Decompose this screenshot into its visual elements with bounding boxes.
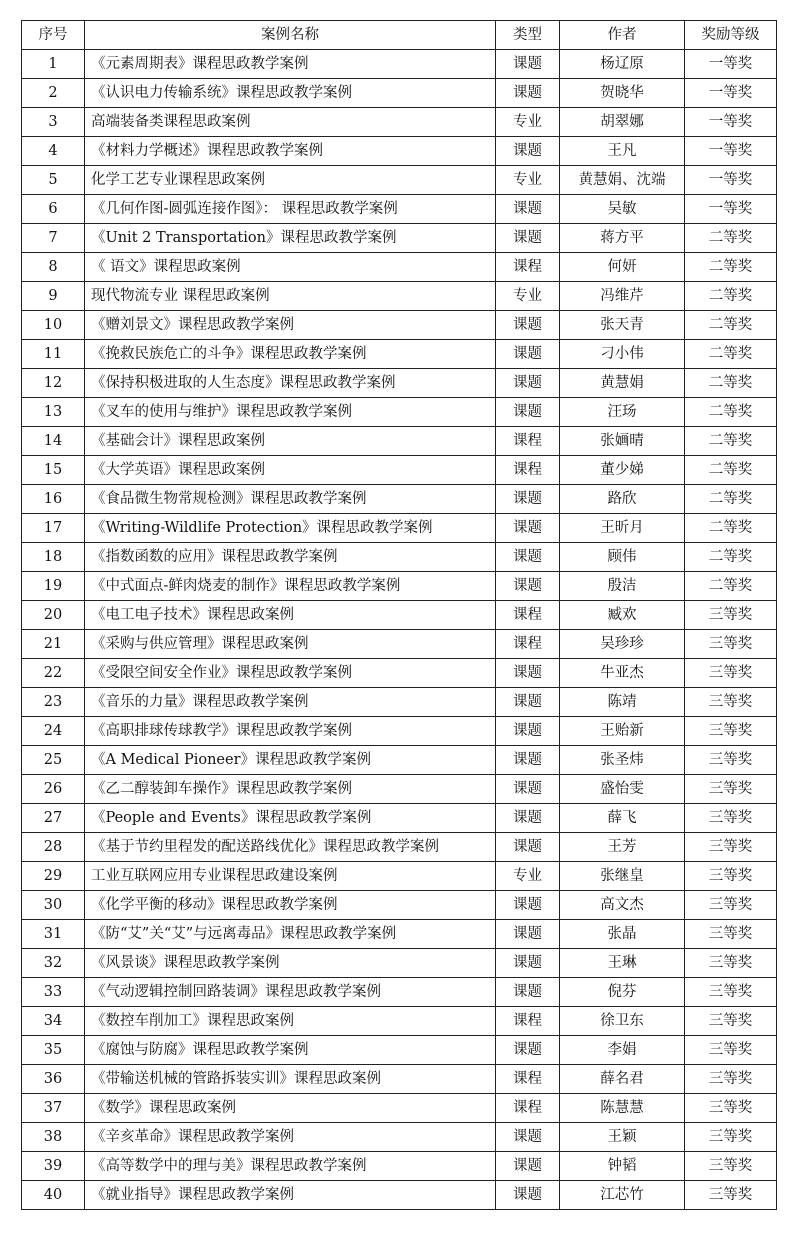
- cell-case-name: 工业互联网应用专业课程思政建设案例: [85, 862, 496, 891]
- cell-author: 冯维芹: [560, 282, 685, 311]
- cell-case-name: 《数控车削加工》课程思政案例: [85, 1007, 496, 1036]
- cell-case-name: 《叉车的使用与维护》课程思政教学案例: [85, 398, 496, 427]
- cell-type: 课题: [496, 485, 560, 514]
- cell-type: 课题: [496, 804, 560, 833]
- cell-award-level: 三等奖: [685, 717, 777, 746]
- cell-award-level: 三等奖: [685, 688, 777, 717]
- cell-award-level: 三等奖: [685, 949, 777, 978]
- cell-type: 专业: [496, 282, 560, 311]
- table-row: [22, 746, 777, 775]
- cell-case-name: 《元素周期表》课程思政教学案例: [85, 50, 496, 79]
- cell-award-level: 二等奖: [685, 427, 777, 456]
- cell-award-level: 一等奖: [685, 195, 777, 224]
- cell-type: 课题: [496, 949, 560, 978]
- cell-type: 课题: [496, 543, 560, 572]
- cell-type: 课题: [496, 833, 560, 862]
- cell-award-level: 三等奖: [685, 920, 777, 949]
- cell-index: 40: [22, 1181, 85, 1210]
- cell-type: 课程: [496, 630, 560, 659]
- cell-type: 课题: [496, 978, 560, 1007]
- cell-case-name: 《乙二醇装卸车操作》课程思政教学案例: [85, 775, 496, 804]
- cell-type: 课题: [496, 311, 560, 340]
- cell-index: 38: [22, 1123, 85, 1152]
- cell-author: 胡翠娜: [560, 108, 685, 137]
- cell-case-name: 《食品微生物常规检测》课程思政教学案例: [85, 485, 496, 514]
- table-row: [22, 427, 777, 456]
- table-row: [22, 282, 777, 311]
- table-row: [22, 601, 777, 630]
- cell-case-name: 《 语文》课程思政案例: [85, 253, 496, 282]
- cell-award-level: 三等奖: [685, 1123, 777, 1152]
- cell-author: 徐卫东: [560, 1007, 685, 1036]
- cell-index: 4: [22, 137, 85, 166]
- cell-type: 课题: [496, 717, 560, 746]
- cell-case-name: 《Writing-Wildlife Protection》课程思政教学案例: [85, 514, 496, 543]
- cell-author: 殷洁: [560, 572, 685, 601]
- cell-author: 刁小伟: [560, 340, 685, 369]
- cell-index: 27: [22, 804, 85, 833]
- cell-index: 11: [22, 340, 85, 369]
- table-row: [22, 166, 777, 195]
- header-index: 序号: [22, 21, 85, 50]
- table-row: [22, 108, 777, 137]
- cell-author: 何妍: [560, 253, 685, 282]
- cell-type: 课题: [496, 1181, 560, 1210]
- cell-type: 课题: [496, 1152, 560, 1181]
- cell-award-level: 三等奖: [685, 601, 777, 630]
- cell-author: 张婳晴: [560, 427, 685, 456]
- cell-index: 14: [22, 427, 85, 456]
- cell-author: 李娟: [560, 1036, 685, 1065]
- cell-type: 专业: [496, 862, 560, 891]
- cell-case-name: 《防“艾”关“艾”与远离毒品》课程思政教学案例: [85, 920, 496, 949]
- cell-index: 1: [22, 50, 85, 79]
- table-row: [22, 1065, 777, 1094]
- cell-author: 王颖: [560, 1123, 685, 1152]
- cell-award-level: 三等奖: [685, 1036, 777, 1065]
- cell-index: 9: [22, 282, 85, 311]
- cell-index: 30: [22, 891, 85, 920]
- table-row: [22, 688, 777, 717]
- table-row: [22, 717, 777, 746]
- table-row: [22, 862, 777, 891]
- cell-case-name: 《带输送机械的管路拆装实训》课程思政案例: [85, 1065, 496, 1094]
- table-row: [22, 1094, 777, 1123]
- cell-award-level: 二等奖: [685, 572, 777, 601]
- cell-index: 3: [22, 108, 85, 137]
- cell-author: 黄慧娟: [560, 369, 685, 398]
- table-row: [22, 50, 777, 79]
- cell-award-level: 二等奖: [685, 282, 777, 311]
- table-row: [22, 1036, 777, 1065]
- cell-author: 王贻新: [560, 717, 685, 746]
- table-row: [22, 311, 777, 340]
- cell-index: 26: [22, 775, 85, 804]
- cell-author: 王芳: [560, 833, 685, 862]
- cell-index: 17: [22, 514, 85, 543]
- cell-case-name: 《认识电力传输系统》课程思政教学案例: [85, 79, 496, 108]
- cell-type: 课题: [496, 688, 560, 717]
- cell-author: 张继皇: [560, 862, 685, 891]
- cell-author: 张天青: [560, 311, 685, 340]
- table-row: [22, 833, 777, 862]
- cell-index: 13: [22, 398, 85, 427]
- cell-case-name: 《风景谈》课程思政教学案例: [85, 949, 496, 978]
- cell-author: 薛名君: [560, 1065, 685, 1094]
- cell-case-name: 《受限空间安全作业》课程思政教学案例: [85, 659, 496, 688]
- cell-author: 汪玚: [560, 398, 685, 427]
- cell-award-level: 一等奖: [685, 108, 777, 137]
- cell-author: 薛飞: [560, 804, 685, 833]
- cell-case-name: 《高等数学中的理与美》课程思政教学案例: [85, 1152, 496, 1181]
- cell-award-level: 三等奖: [685, 833, 777, 862]
- cell-case-name: 高端装备类课程思政案例: [85, 108, 496, 137]
- cell-author: 吴珍珍: [560, 630, 685, 659]
- header-case-name: 案例名称: [85, 21, 496, 50]
- table-row: [22, 137, 777, 166]
- cell-index: 23: [22, 688, 85, 717]
- cell-award-level: 三等奖: [685, 862, 777, 891]
- cell-case-name: 《电工电子技术》课程思政案例: [85, 601, 496, 630]
- cell-type: 课程: [496, 427, 560, 456]
- cell-type: 课题: [496, 50, 560, 79]
- cell-index: 35: [22, 1036, 85, 1065]
- cell-author: 陈靖: [560, 688, 685, 717]
- cell-author: 贺晓华: [560, 79, 685, 108]
- cell-index: 36: [22, 1065, 85, 1094]
- cell-type: 课题: [496, 195, 560, 224]
- table-row: [22, 340, 777, 369]
- cell-author: 钟韬: [560, 1152, 685, 1181]
- cell-index: 29: [22, 862, 85, 891]
- cell-case-name: 《A Medical Pioneer》课程思政教学案例: [85, 746, 496, 775]
- cell-index: 12: [22, 369, 85, 398]
- cell-index: 20: [22, 601, 85, 630]
- cell-type: 课题: [496, 137, 560, 166]
- header-author: 作者: [560, 21, 685, 50]
- cell-author: 王凡: [560, 137, 685, 166]
- cell-case-name: 《赠刘景文》课程思政教学案例: [85, 311, 496, 340]
- table-row: [22, 456, 777, 485]
- cell-award-level: 二等奖: [685, 224, 777, 253]
- table-row: [22, 1152, 777, 1181]
- table-row: [22, 514, 777, 543]
- header-type: 类型: [496, 21, 560, 50]
- cell-type: 课题: [496, 891, 560, 920]
- cell-index: 34: [22, 1007, 85, 1036]
- cell-award-level: 三等奖: [685, 978, 777, 1007]
- cell-case-name: 《几何作图-圆弧连接作图》： 课程思政教学案例: [85, 195, 496, 224]
- cell-type: 课程: [496, 1094, 560, 1123]
- cell-case-name: 《People and Events》课程思政教学案例: [85, 804, 496, 833]
- table-row: [22, 79, 777, 108]
- cell-author: 杨辽原: [560, 50, 685, 79]
- cell-type: 专业: [496, 108, 560, 137]
- cell-type: 课题: [496, 398, 560, 427]
- table-row: [22, 369, 777, 398]
- cell-author: 盛怡雯: [560, 775, 685, 804]
- table-row: [22, 659, 777, 688]
- cell-type: 课题: [496, 1036, 560, 1065]
- cell-award-level: 二等奖: [685, 369, 777, 398]
- cell-type: 课程: [496, 1065, 560, 1094]
- table-row: [22, 949, 777, 978]
- table-row: [22, 804, 777, 833]
- table-row: [22, 920, 777, 949]
- cell-case-name: 《大学英语》课程思政案例: [85, 456, 496, 485]
- cell-case-name: 《保持积极进取的人生态度》课程思政教学案例: [85, 369, 496, 398]
- cell-type: 课题: [496, 340, 560, 369]
- cell-case-name: 《中式面点-鲜肉烧麦的制作》课程思政教学案例: [85, 572, 496, 601]
- cell-index: 22: [22, 659, 85, 688]
- cell-author: 黄慧娟、沈端: [560, 166, 685, 195]
- cell-author: 张晶: [560, 920, 685, 949]
- table-row: [22, 630, 777, 659]
- cell-author: 张圣炜: [560, 746, 685, 775]
- cell-author: 臧欢: [560, 601, 685, 630]
- cell-award-level: 三等奖: [685, 891, 777, 920]
- cell-author: 董少娣: [560, 456, 685, 485]
- cell-type: 课程: [496, 601, 560, 630]
- table-row: [22, 1007, 777, 1036]
- cell-award-level: 三等奖: [685, 1181, 777, 1210]
- table-body: [22, 50, 777, 1210]
- cell-index: 18: [22, 543, 85, 572]
- table-header-row: [22, 21, 777, 50]
- cell-author: 牛亚杰: [560, 659, 685, 688]
- cell-index: 19: [22, 572, 85, 601]
- cell-index: 28: [22, 833, 85, 862]
- cell-type: 课题: [496, 659, 560, 688]
- table-row: [22, 543, 777, 572]
- table-row: [22, 253, 777, 282]
- cell-author: 倪芬: [560, 978, 685, 1007]
- cell-author: 路欣: [560, 485, 685, 514]
- cell-award-level: 三等奖: [685, 659, 777, 688]
- table-row: [22, 1123, 777, 1152]
- table-row: [22, 485, 777, 514]
- cell-award-level: 二等奖: [685, 514, 777, 543]
- cell-index: 6: [22, 195, 85, 224]
- cell-award-level: 二等奖: [685, 253, 777, 282]
- cell-case-name: 《化学平衡的移动》课程思政教学案例: [85, 891, 496, 920]
- cell-award-level: 二等奖: [685, 398, 777, 427]
- cell-type: 课题: [496, 920, 560, 949]
- cell-index: 37: [22, 1094, 85, 1123]
- cell-award-level: 三等奖: [685, 1094, 777, 1123]
- cell-case-name: 化学工艺专业课程思政案例: [85, 166, 496, 195]
- cell-author: 吴敏: [560, 195, 685, 224]
- cell-award-level: 一等奖: [685, 79, 777, 108]
- cell-author: 王琳: [560, 949, 685, 978]
- cell-author: 王昕月: [560, 514, 685, 543]
- cell-award-level: 二等奖: [685, 456, 777, 485]
- cell-type: 课程: [496, 456, 560, 485]
- cell-type: 课题: [496, 224, 560, 253]
- cell-author: 蒋方平: [560, 224, 685, 253]
- cell-case-name: 《Unit 2 Transportation》课程思政教学案例: [85, 224, 496, 253]
- table-row: [22, 891, 777, 920]
- table-row: [22, 1181, 777, 1210]
- cell-award-level: 一等奖: [685, 137, 777, 166]
- cell-type: 课程: [496, 253, 560, 282]
- cell-type: 专业: [496, 166, 560, 195]
- cell-type: 课程: [496, 1007, 560, 1036]
- cell-award-level: 一等奖: [685, 166, 777, 195]
- table-row: [22, 775, 777, 804]
- cell-award-level: 三等奖: [685, 1007, 777, 1036]
- cell-award-level: 三等奖: [685, 746, 777, 775]
- awards-table: [21, 20, 777, 1210]
- cell-award-level: 一等奖: [685, 50, 777, 79]
- cell-author: 高文杰: [560, 891, 685, 920]
- cell-award-level: 二等奖: [685, 485, 777, 514]
- cell-index: 33: [22, 978, 85, 1007]
- cell-type: 课题: [496, 514, 560, 543]
- table-row: [22, 195, 777, 224]
- cell-case-name: 现代物流专业 课程思政案例: [85, 282, 496, 311]
- cell-type: 课题: [496, 369, 560, 398]
- cell-index: 10: [22, 311, 85, 340]
- cell-case-name: 《气动逻辑控制回路装调》课程思政教学案例: [85, 978, 496, 1007]
- cell-case-name: 《指数函数的应用》课程思政教学案例: [85, 543, 496, 572]
- cell-award-level: 三等奖: [685, 1065, 777, 1094]
- cell-award-level: 二等奖: [685, 543, 777, 572]
- cell-award-level: 三等奖: [685, 804, 777, 833]
- cell-index: 25: [22, 746, 85, 775]
- cell-index: 32: [22, 949, 85, 978]
- cell-case-name: 《辛亥革命》课程思政教学案例: [85, 1123, 496, 1152]
- cell-author: 顾伟: [560, 543, 685, 572]
- cell-type: 课题: [496, 746, 560, 775]
- table-row: [22, 224, 777, 253]
- header-award-level: 奖励等级: [685, 21, 777, 50]
- table-row: [22, 398, 777, 427]
- cell-index: 24: [22, 717, 85, 746]
- cell-index: 5: [22, 166, 85, 195]
- cell-case-name: 《挽救民族危亡的斗争》课程思政教学案例: [85, 340, 496, 369]
- cell-author: 江芯竹: [560, 1181, 685, 1210]
- cell-index: 16: [22, 485, 85, 514]
- cell-case-name: 《音乐的力量》课程思政教学案例: [85, 688, 496, 717]
- cell-type: 课题: [496, 1123, 560, 1152]
- cell-type: 课题: [496, 79, 560, 108]
- cell-case-name: 《材料力学概述》课程思政教学案例: [85, 137, 496, 166]
- cell-award-level: 三等奖: [685, 630, 777, 659]
- cell-case-name: 《高职排球传球教学》课程思政教学案例: [85, 717, 496, 746]
- cell-case-name: 《基于节约里程发的配送路线优化》课程思政教学案例: [85, 833, 496, 862]
- cell-index: 8: [22, 253, 85, 282]
- cell-case-name: 《采购与供应管理》课程思政案例: [85, 630, 496, 659]
- cell-award-level: 三等奖: [685, 775, 777, 804]
- cell-index: 2: [22, 79, 85, 108]
- cell-case-name: 《就业指导》课程思政教学案例: [85, 1181, 496, 1210]
- table-row: [22, 978, 777, 1007]
- cell-index: 15: [22, 456, 85, 485]
- cell-type: 课题: [496, 572, 560, 601]
- cell-case-name: 《腐蚀与防腐》课程思政教学案例: [85, 1036, 496, 1065]
- table-row: [22, 572, 777, 601]
- cell-case-name: 《数学》课程思政案例: [85, 1094, 496, 1123]
- cell-type: 课题: [496, 775, 560, 804]
- cell-index: 31: [22, 920, 85, 949]
- cell-award-level: 二等奖: [685, 340, 777, 369]
- cell-index: 7: [22, 224, 85, 253]
- cell-award-level: 三等奖: [685, 1152, 777, 1181]
- cell-case-name: 《基础会计》课程思政案例: [85, 427, 496, 456]
- cell-index: 39: [22, 1152, 85, 1181]
- cell-index: 21: [22, 630, 85, 659]
- cell-award-level: 二等奖: [685, 311, 777, 340]
- cell-author: 陈慧慧: [560, 1094, 685, 1123]
